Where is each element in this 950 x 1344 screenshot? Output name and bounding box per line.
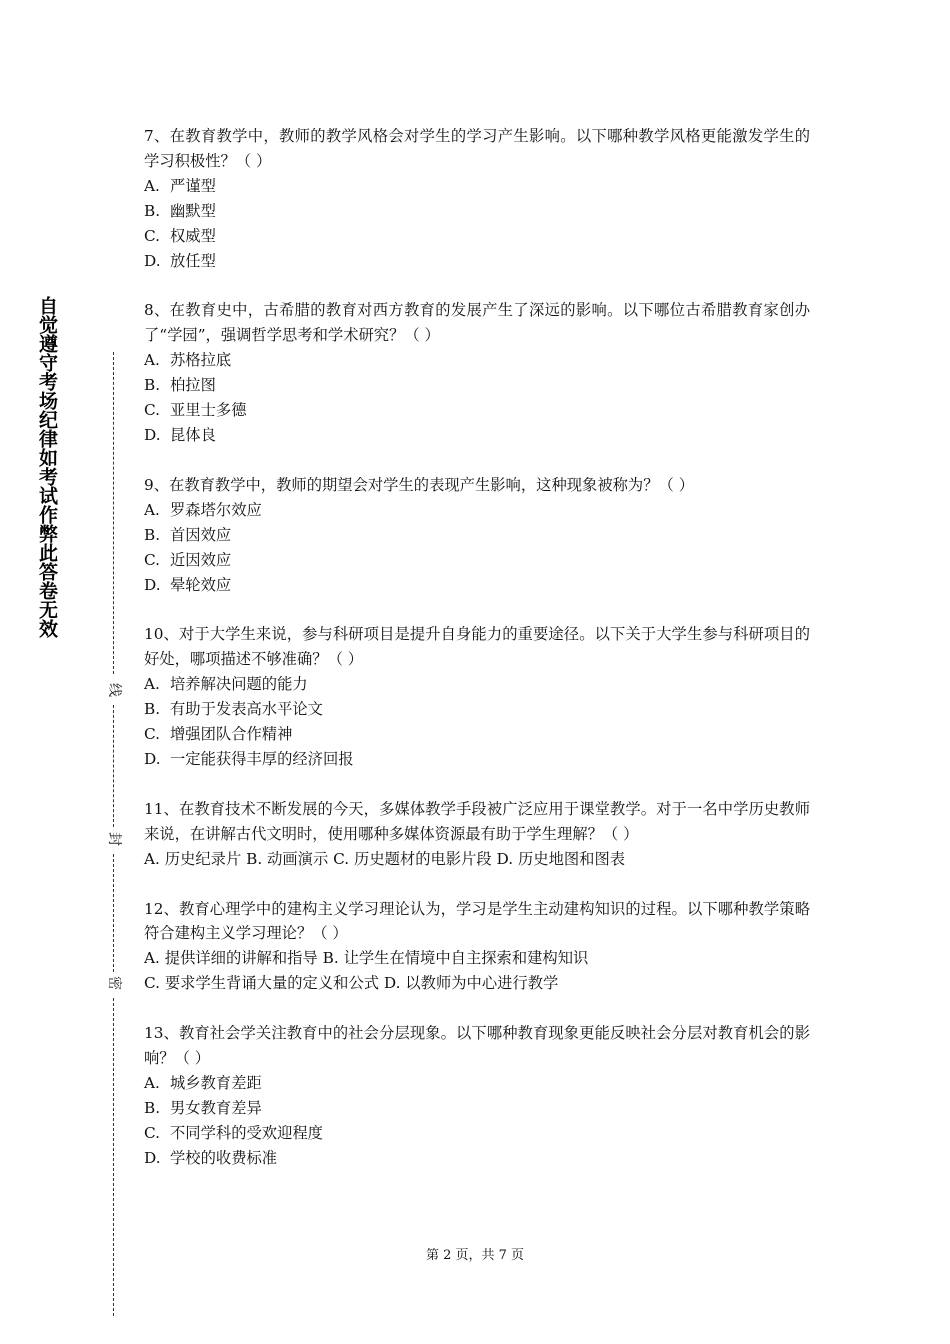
- option-text: 近因效应: [170, 550, 232, 569]
- question-stem: 11、在教育技术不断发展的今天，多媒体教学手段被广泛应用于课堂教学。对于一名中学历史教师来说，在讲解古代文明时，使用哪种多媒体资源最有助于学生理解？（ ）: [144, 799, 810, 843]
- option-text: 严谨型: [170, 176, 216, 195]
- option-c: [144, 722, 810, 747]
- option-letter: C.: [144, 1123, 161, 1142]
- option-a: [144, 672, 810, 697]
- question-11: [144, 797, 810, 872]
- question-stem: 10、对于大学生来说，参与科研项目是提升自身能力的重要途径。以下关于大学生参与科研项目的好处，哪项描述不够准确？（ ）: [144, 625, 810, 669]
- dashed-cut-line-4: [113, 998, 114, 1316]
- option-letter: A.: [144, 351, 160, 370]
- inline-options-line-1: A. 提供详细的讲解和指导 B. 让学生在情境中自主探索和建构知识: [144, 949, 589, 968]
- page-number: 第 2 页，共 7 页: [425, 1248, 525, 1263]
- option-letter: B.: [144, 376, 161, 395]
- option-b: [144, 697, 810, 722]
- option-text: 城乡教育差距: [170, 1074, 262, 1092]
- option-letter: D.: [144, 1148, 161, 1167]
- exam-questions: [144, 124, 810, 1196]
- option-text: 权威型: [170, 226, 216, 245]
- option-text: 放任型: [170, 251, 216, 270]
- option-letter: C.: [144, 550, 161, 569]
- option-letter: B.: [144, 201, 161, 220]
- option-letter: B.: [144, 525, 161, 544]
- option-c: [144, 398, 810, 423]
- option-c: [144, 1121, 810, 1146]
- option-d: [144, 573, 810, 598]
- option-letter: A.: [144, 675, 160, 694]
- question-10: [144, 622, 810, 771]
- option-text: 学校的收费标准: [170, 1148, 278, 1167]
- option-text: 幽默型: [170, 201, 216, 220]
- option-b: [144, 523, 810, 548]
- option-letter: A.: [144, 500, 160, 519]
- question-stem: 12、教育心理学中的建构主义学习理论认为，学习是学生主动建构知识的过程。以下哪种教学策略符合建构主义学习理论？（ ）: [144, 899, 810, 943]
- option-text: 不同学科的受欢迎程度: [170, 1123, 323, 1142]
- dashed-cut-line-1: [113, 352, 114, 674]
- option-text: 昆体良: [170, 425, 216, 444]
- option-d: [144, 249, 810, 274]
- option-text: 有助于发表高水平论文: [170, 700, 323, 719]
- seal-char-seal: 封: [106, 832, 122, 846]
- option-a: [144, 174, 810, 199]
- option-letter: D.: [144, 425, 161, 444]
- option-text: 一定能获得丰厚的经济回报: [170, 749, 354, 768]
- option-text: 晕轮效应: [170, 575, 232, 594]
- option-b: [144, 1096, 810, 1121]
- question-12: [144, 897, 810, 997]
- question-7: [144, 124, 810, 273]
- inline-options-line-2: C. 要求学生背诵大量的定义和公式 D. 以教师为中心进行教学: [144, 974, 559, 993]
- question-stem: 9、在教育教学中，教师的期望会对学生的表现产生影响，这种现象被称为？（ ）: [144, 475, 694, 494]
- option-letter: C.: [144, 401, 161, 420]
- option-a: [144, 348, 810, 373]
- option-d: [144, 1146, 810, 1171]
- option-letter: A.: [144, 1074, 160, 1092]
- question-13: [144, 1021, 810, 1170]
- option-letter: D.: [144, 251, 161, 270]
- inline-options: A. 历史纪录片 B. 动画演示 C. 历史题材的电影片段 D. 历史地图和图表: [144, 849, 626, 868]
- option-a: [144, 498, 810, 523]
- option-b: [144, 373, 810, 398]
- seal-char-dense: 密: [106, 976, 122, 990]
- option-text: 首因效应: [170, 525, 232, 544]
- seal-char-line: 线: [106, 683, 122, 697]
- option-d: [144, 747, 810, 772]
- option-text: 男女教育差异: [170, 1098, 262, 1117]
- binding-margin: [0, 0, 130, 1344]
- question-stem: 8、在教育史中，古希腊的教育对西方教育的发展产生了深远的影响。以下哪位古希腊教育家创办了“学园”，强调哲学思考和学术研究？（ ）: [144, 301, 810, 345]
- option-c: [144, 224, 810, 249]
- option-a: [144, 1071, 810, 1096]
- option-d: [144, 423, 810, 448]
- question-9: [144, 473, 810, 598]
- option-letter: D.: [144, 749, 161, 768]
- option-letter: C.: [144, 725, 161, 744]
- dashed-cut-line-2: [113, 705, 114, 827]
- option-text: 苏格拉底: [170, 351, 232, 370]
- option-letter: B.: [144, 1098, 161, 1117]
- option-letter: A.: [144, 176, 160, 195]
- option-text: 培养解决问题的能力: [170, 675, 308, 694]
- option-text: 亚里士多德: [170, 401, 247, 420]
- option-text: 增强团队合作精神: [170, 725, 293, 744]
- option-letter: B.: [144, 700, 161, 719]
- option-text: 柏拉图: [170, 376, 216, 395]
- question-stem: 7、在教育教学中，教师的教学风格会对学生的学习产生影响。以下哪种教学风格更能激发学生的学习积极性？（ ）: [144, 127, 810, 170]
- dashed-cut-line-3: [113, 854, 114, 972]
- option-b: [144, 199, 810, 224]
- option-letter: D.: [144, 575, 161, 594]
- exam-discipline-notice: 自觉遵守考场纪律如考试作弊此答卷无效: [36, 296, 58, 638]
- question-stem: 13、教育社会学关注教育中的社会分层现象。以下哪种教育现象更能反映社会分层对教育机会的影响？（ ）: [144, 1024, 810, 1068]
- option-letter: C.: [144, 226, 161, 245]
- option-c: [144, 548, 810, 573]
- question-8: [144, 298, 810, 447]
- option-text: 罗森塔尔效应: [170, 500, 262, 519]
